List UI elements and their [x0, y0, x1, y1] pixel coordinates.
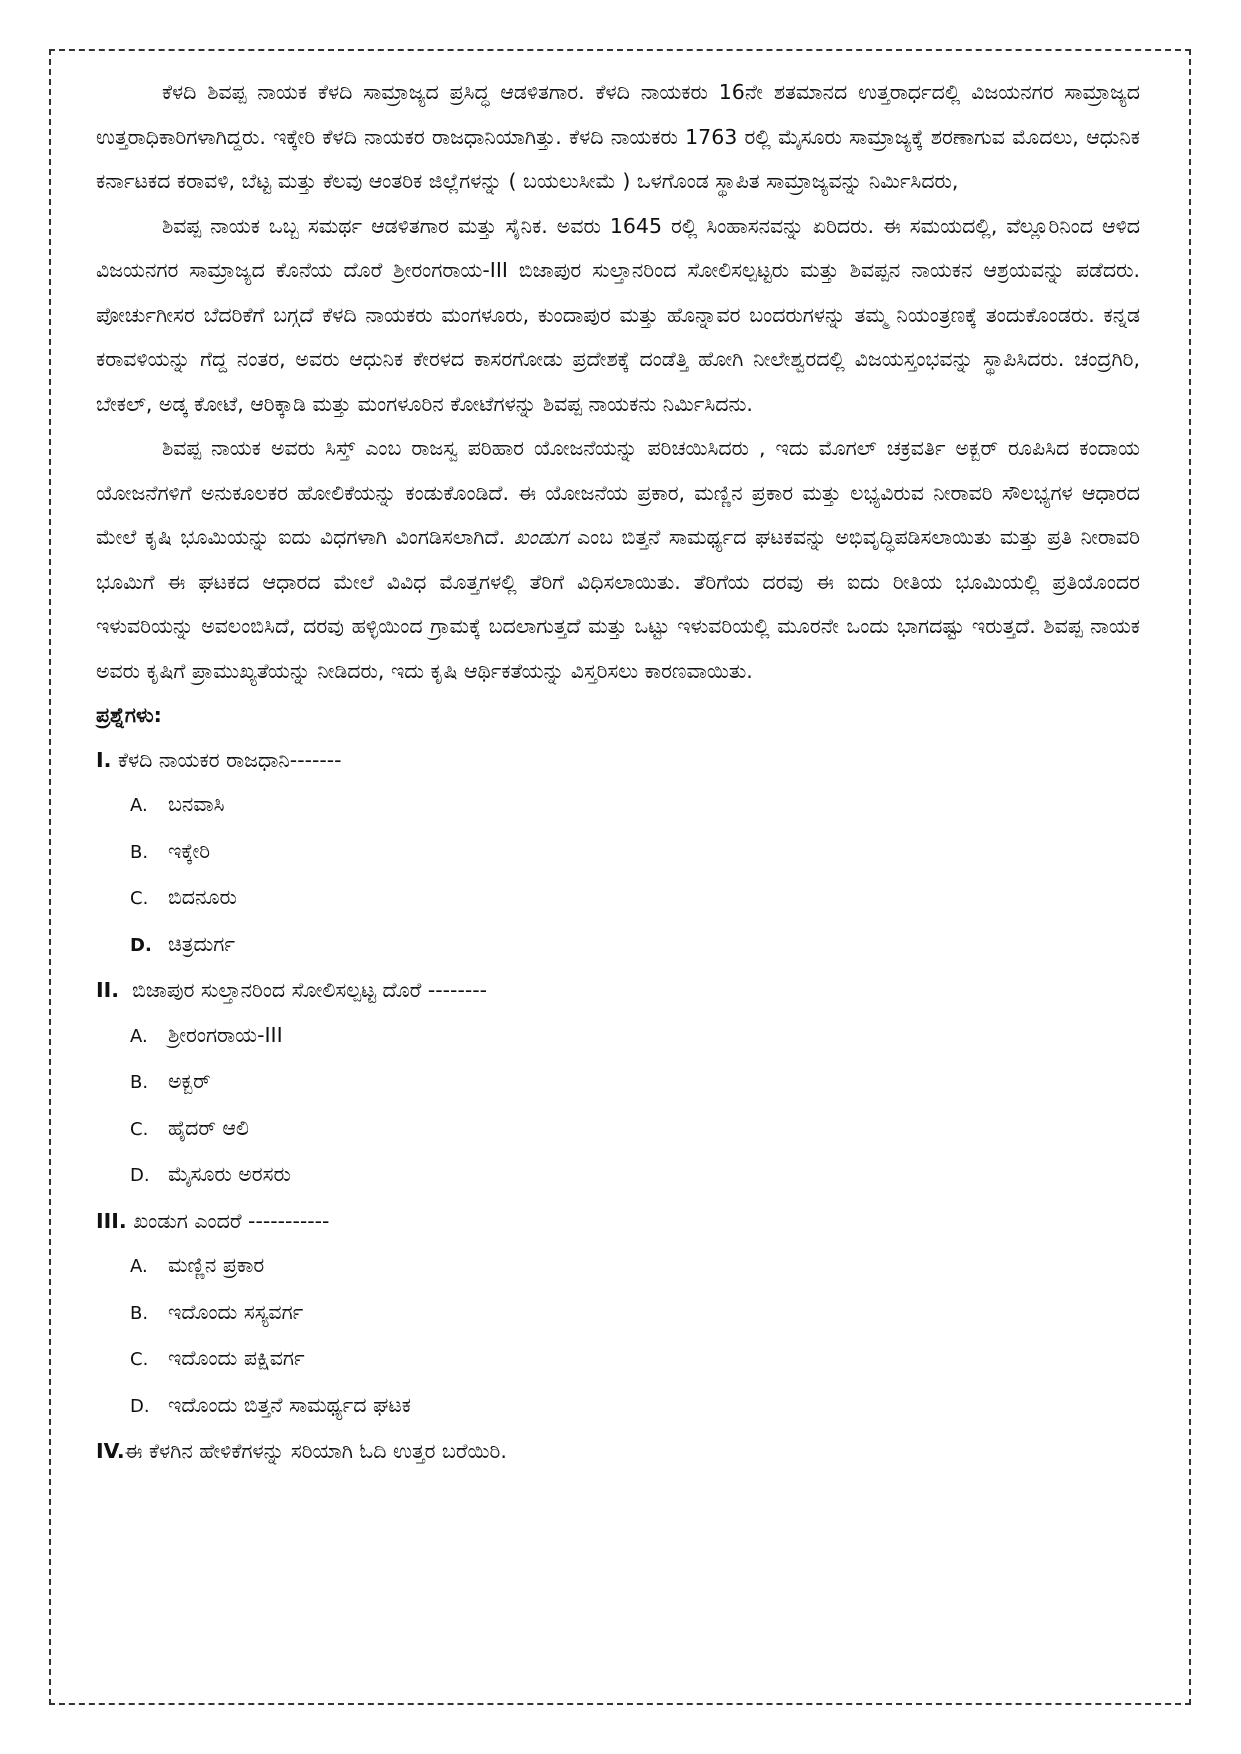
option-text: ಮೈಸೂರು ಅರಸರು: [168, 1162, 291, 1186]
question-4: [96, 1429, 1140, 1474]
question-number: III.: [96, 1208, 127, 1233]
paragraph-3-part-b: ಎಂಬ ಬಿತ್ತನೆ ಸಾಮರ್ಥ್ಯದ ಘಟಕವನ್ನು ಅಭಿವೃದ್ಧಿಪಡಿಸಲಾಯಿತು ಮತ್ತು ಪ್ರತಿ ನೀರಾವರಿ ಭೂಮಿಗೆ ಈ ಘಟಕದ ಆಧಾರದ ಮೇಲೆ ವಿವಿಧ ಮೊತ್ತಗಳಲ್ಲಿ ತೆರಿಗೆ ವಿಧಿಸಲಾಯಿತು. ತೆರಿಗೆಯ ದರವು ಈ ಐದು ರೀತಿಯ ಭೂಮಿಯಲ್ಲಿ ಪ್ರತಿಯೊಂದರ ಇಳುವರಿಯನ್ನು ಅವಲಂಬಿಸಿದೆ, ದರವು ಹಳ್ಳಿಯಿಂದ ಗ್ರಾಮಕ್ಕೆ ಬದಲಾಗುತ್ತದೆ ಮತ್ತು ಒಟ್ಟು ಇಳುವರಿಯಲ್ಲಿ ಮೂರನೇ ಒಂದು ಭಾಗದಷ್ಟು ಇರುತ್ತದೆ. ಶಿವಪ್ಪ ನಾಯಕ ಅವರು ಕೃಷಿಗೆ ಪ್ರಾಮುಖ್ಯತೆಯನ್ನು ನೀಡಿದರು, ಇದು ಕೃಷಿ ಆರ್ಥಿಕತೆಯನ್ನು ವಿಸ್ತರಿಸಲು ಕಾರಣವಾಯಿತು.: [96, 525, 1140, 683]
option-item: [96, 1383, 1140, 1430]
option-label: B.: [130, 841, 149, 863]
question-text: ಖಂಡುಗ ಎಂದರೆ -----------: [133, 1208, 330, 1233]
paragraph-1: ಕೆಳದಿ ಶಿವಪ್ಪ ನಾಯಕ ಕೆಳದಿ ಸಾಮ್ರಾಜ್ಯದ ಪ್ರಸಿದ್ಧ ಆಡಳಿತಗಾರ. ಕೆಳದಿ ನಾಯಕರು 16ನೇ ಶತಮಾನದ ಉತ್ತರಾರ್ಧದಲ್ಲಿ ವಿಜಯನಗರ ಸಾಮ್ರಾಜ್ಯದ ಉತ್ತರಾಧಿಕಾರಿಗಳಾಗಿದ್ದರು. ಇಕ್ಕೇರಿ ಕೆಳದಿ ನಾಯಕರ ರಾಜಧಾನಿಯಾಗಿತ್ತು. ಕೆಳದಿ ನಾಯಕರು 1763 ರಲ್ಲಿ ಮೈಸೂರು ಸಾಮ್ರಾಜ್ಯಕ್ಕೆ ಶರಣಾಗುವ ಮೊದಲು, ಆಧುನಿಕ ಕರ್ನಾಟಕದ ಕರಾವಳಿ, ಬೆಟ್ಟ ಮತ್ತು ಕೆಲವು ಆಂತರಿಕ ಜಿಲ್ಲೆಗಳನ್ನು ( ಬಯಲುಸೀಮೆ ) ಒಳಗೊಂಡ ಸ್ಥಾಪಿತ ಸಾಮ್ರಾಜ್ಯವನ್ನು ನಿರ್ಮಿಸಿದರು,: [96, 80, 1140, 193]
question-1-options: [96, 782, 1140, 968]
option-label: A.: [130, 795, 148, 816]
khanduga-term: ಖಂಡುಗ: [513, 525, 569, 549]
option-text: ಶ್ರೀರಂಗರಾಯ-III: [168, 1022, 283, 1047]
question-3: [96, 1199, 1140, 1244]
question-1: [96, 738, 1140, 783]
questions-heading: ಪ್ರಶ್ನೆಗಳು:: [96, 703, 162, 727]
option-label: B.: [130, 1072, 149, 1093]
option-item: [96, 1336, 1140, 1383]
option-text: ಇದೊಂದು ಪಕ್ಷಿವರ್ಗ: [168, 1346, 305, 1370]
option-label: B.: [130, 1302, 149, 1324]
question-number: II.: [96, 978, 120, 1002]
option-text: ಇದೊಂದು ಬಿತ್ತನೆ ಸಾಮರ್ಥ್ಯದ ಘಟಕ: [168, 1392, 412, 1417]
option-item: [96, 1290, 1140, 1337]
option-label: D.: [130, 934, 152, 956]
option-text: ಬಿದನೂರು: [168, 885, 237, 909]
option-text: ಇದೊಂದು ಸಸ್ಯವರ್ಗ: [168, 1299, 304, 1324]
question-3-options: [96, 1243, 1140, 1429]
paragraph-2: ಶಿವಪ್ಪ ನಾಯಕ ಒಬ್ಬ ಸಮರ್ಥ ಆಡಳಿತಗಾರ ಮತ್ತು ಸೈನಿಕ. ಅವರು 1645 ರಲ್ಲಿ ಸಿಂಹಾಸನವನ್ನು ಏರಿದರು. ಈ ಸಮಯದಲ್ಲಿ, ವೆಲ್ಲೂರಿನಿಂದ ಆಳಿದ ವಿಜಯನಗರ ಸಾಮ್ರಾಜ್ಯದ ಕೊನೆಯ ದೊರೆ ಶ್ರೀರಂಗರಾಯ-III ಬಿಜಾಪುರ ಸುಲ್ತಾನರಿಂದ ಸೋಲಿಸಲ್ಪಟ್ಟರು ಮತ್ತು ಶಿವಪ್ಪನ ನಾಯಕನ ಆಶ್ರಯವನ್ನು ಪಡೆದರು. ಪೋರ್ಚುಗೀಸರ ಬೆದರಿಕೆಗೆ ಬಗ್ಗದೆ ಕೆಳದಿ ನಾಯಕರು ಮಂಗಳೂರು, ಕುಂದಾಪುರ ಮತ್ತು ಹೊನ್ನಾವರ ಬಂದರುಗಳನ್ನು ತಮ್ಮ ನಿಯಂತ್ರಣಕ್ಕೆ ತಂದುಕೊಂಡರು. ಕನ್ನಡ ಕರಾವಳಿಯನ್ನು ಗೆದ್ದ ನಂತರ, ಅವರು ಆಧುನಿಕ ಕೇರಳದ ಕಾಸರಗೋಡು ಪ್ರದೇಶಕ್ಕೆ ದಂಡೆತ್ತಿ ಹೋಗಿ ನೀಲೇಶ್ವರದಲ್ಲಿ ವಿಜಯಸ್ತಂಭವನ್ನು ಸ್ಥಾಪಿಸಿದರು. ಚಂದ್ರಗಿರಿ, ಬೇಕಲ್, ಅಡ್ಕ ಕೋಟೆ, ಆರಿಕ್ಕಾಡಿ ಮತ್ತು ಮಂಗಳೂರಿನ ಕೋಟೆಗಳನ್ನು ಶಿವಪ್ಪ ನಾಯಕನು ನಿರ್ಮಿಸಿದನು.: [96, 213, 1140, 416]
option-label: A.: [130, 1256, 148, 1277]
document-body: [96, 70, 1140, 1474]
option-item: [96, 1152, 1140, 1199]
option-text: ಇಕ್ಕೇರಿ: [168, 838, 211, 863]
question-text: ಬಿಜಾಪುರ ಸುಲ್ತಾನರಿಂದ ಸೋಲಿಸಲ್ಪಟ್ಟ ದೊರೆ --------: [132, 978, 488, 1002]
option-text: ಅಕ್ಬರ್: [168, 1069, 211, 1093]
option-label: C.: [130, 1118, 149, 1140]
option-text: ಬನವಾಸಿ: [168, 792, 225, 816]
option-label: C.: [130, 1349, 149, 1370]
option-item: [96, 875, 1140, 922]
option-label: D.: [130, 1395, 150, 1417]
question-2-options: [96, 1013, 1140, 1199]
question-number: IV.: [96, 1439, 125, 1463]
option-text: ಚಿತ್ರದುರ್ಗ: [168, 931, 235, 956]
option-item: [96, 1106, 1140, 1153]
question-number: I.: [96, 747, 112, 772]
option-item: [96, 1013, 1140, 1060]
question-text: ಕೆಳದಿ ನಾಯಕರ ರಾಜಧಾನಿ-------: [117, 747, 342, 772]
option-label: D.: [130, 1165, 150, 1186]
option-label: C.: [130, 888, 149, 909]
paragraph-3-part-a: ಶಿವಪ್ಪ ನಾಯಕ ಅವರು ಸಿಸ್ತ್ ಎಂಬ ರಾಜಸ್ವ ಪರಿಹಾರ ಯೋಜನೆಯನ್ನು ಪರಿಚಯಿಸಿದರು , ಇದು ಮೊಗಲ್ ಚಕ್ರವರ್ತಿ ಅಕ್ಬರ್ ರೂಪಿಸಿದ ಕಂದಾಯ ಯೋಜನೆಗಳಿಗೆ ಅನುಕೂಲಕರ ಹೋಲಿಕೆಯನ್ನು ಕಂಡುಕೊಂಡಿದೆ. ಈ ಯೋಜನೆಯ ಪ್ರಕಾರ, ಮಣ್ಣಿನ ಪ್ರಕಾರ ಮತ್ತು ಲಭ್ಯವಿರುವ ನೀರಾವರಿ ಸೌಲಭ್ಯಗಳ ಆಧಾರದ ಮೇಲೆ ಕೃಷಿ ಭೂಮಿಯನ್ನು ಐದು ವಿಧಗಳಾಗಿ ವಿಂಗಡಿಸಲಾಗಿದೆ.: [96, 436, 1140, 549]
option-text: ಮಣ್ಣಿನ ಪ್ರಕಾರ: [168, 1253, 265, 1277]
option-item: [96, 782, 1140, 829]
option-item: [96, 1059, 1140, 1106]
option-label: A.: [130, 1025, 148, 1047]
question-2: [96, 968, 1140, 1013]
paragraph-3: [96, 426, 1140, 693]
option-item: [96, 922, 1140, 969]
option-text: ಹೈದರ್ ಆಲಿ: [168, 1115, 249, 1140]
question-text: ಈ ಕೆಳಗಿನ ಹೇಳಿಕೆಗಳನ್ನು ಸರಿಯಾಗಿ ಓದಿ ಉತ್ತರ ಬರೆಯಿರಿ.: [124, 1439, 507, 1463]
option-item: [96, 829, 1140, 876]
option-item: [96, 1243, 1140, 1290]
